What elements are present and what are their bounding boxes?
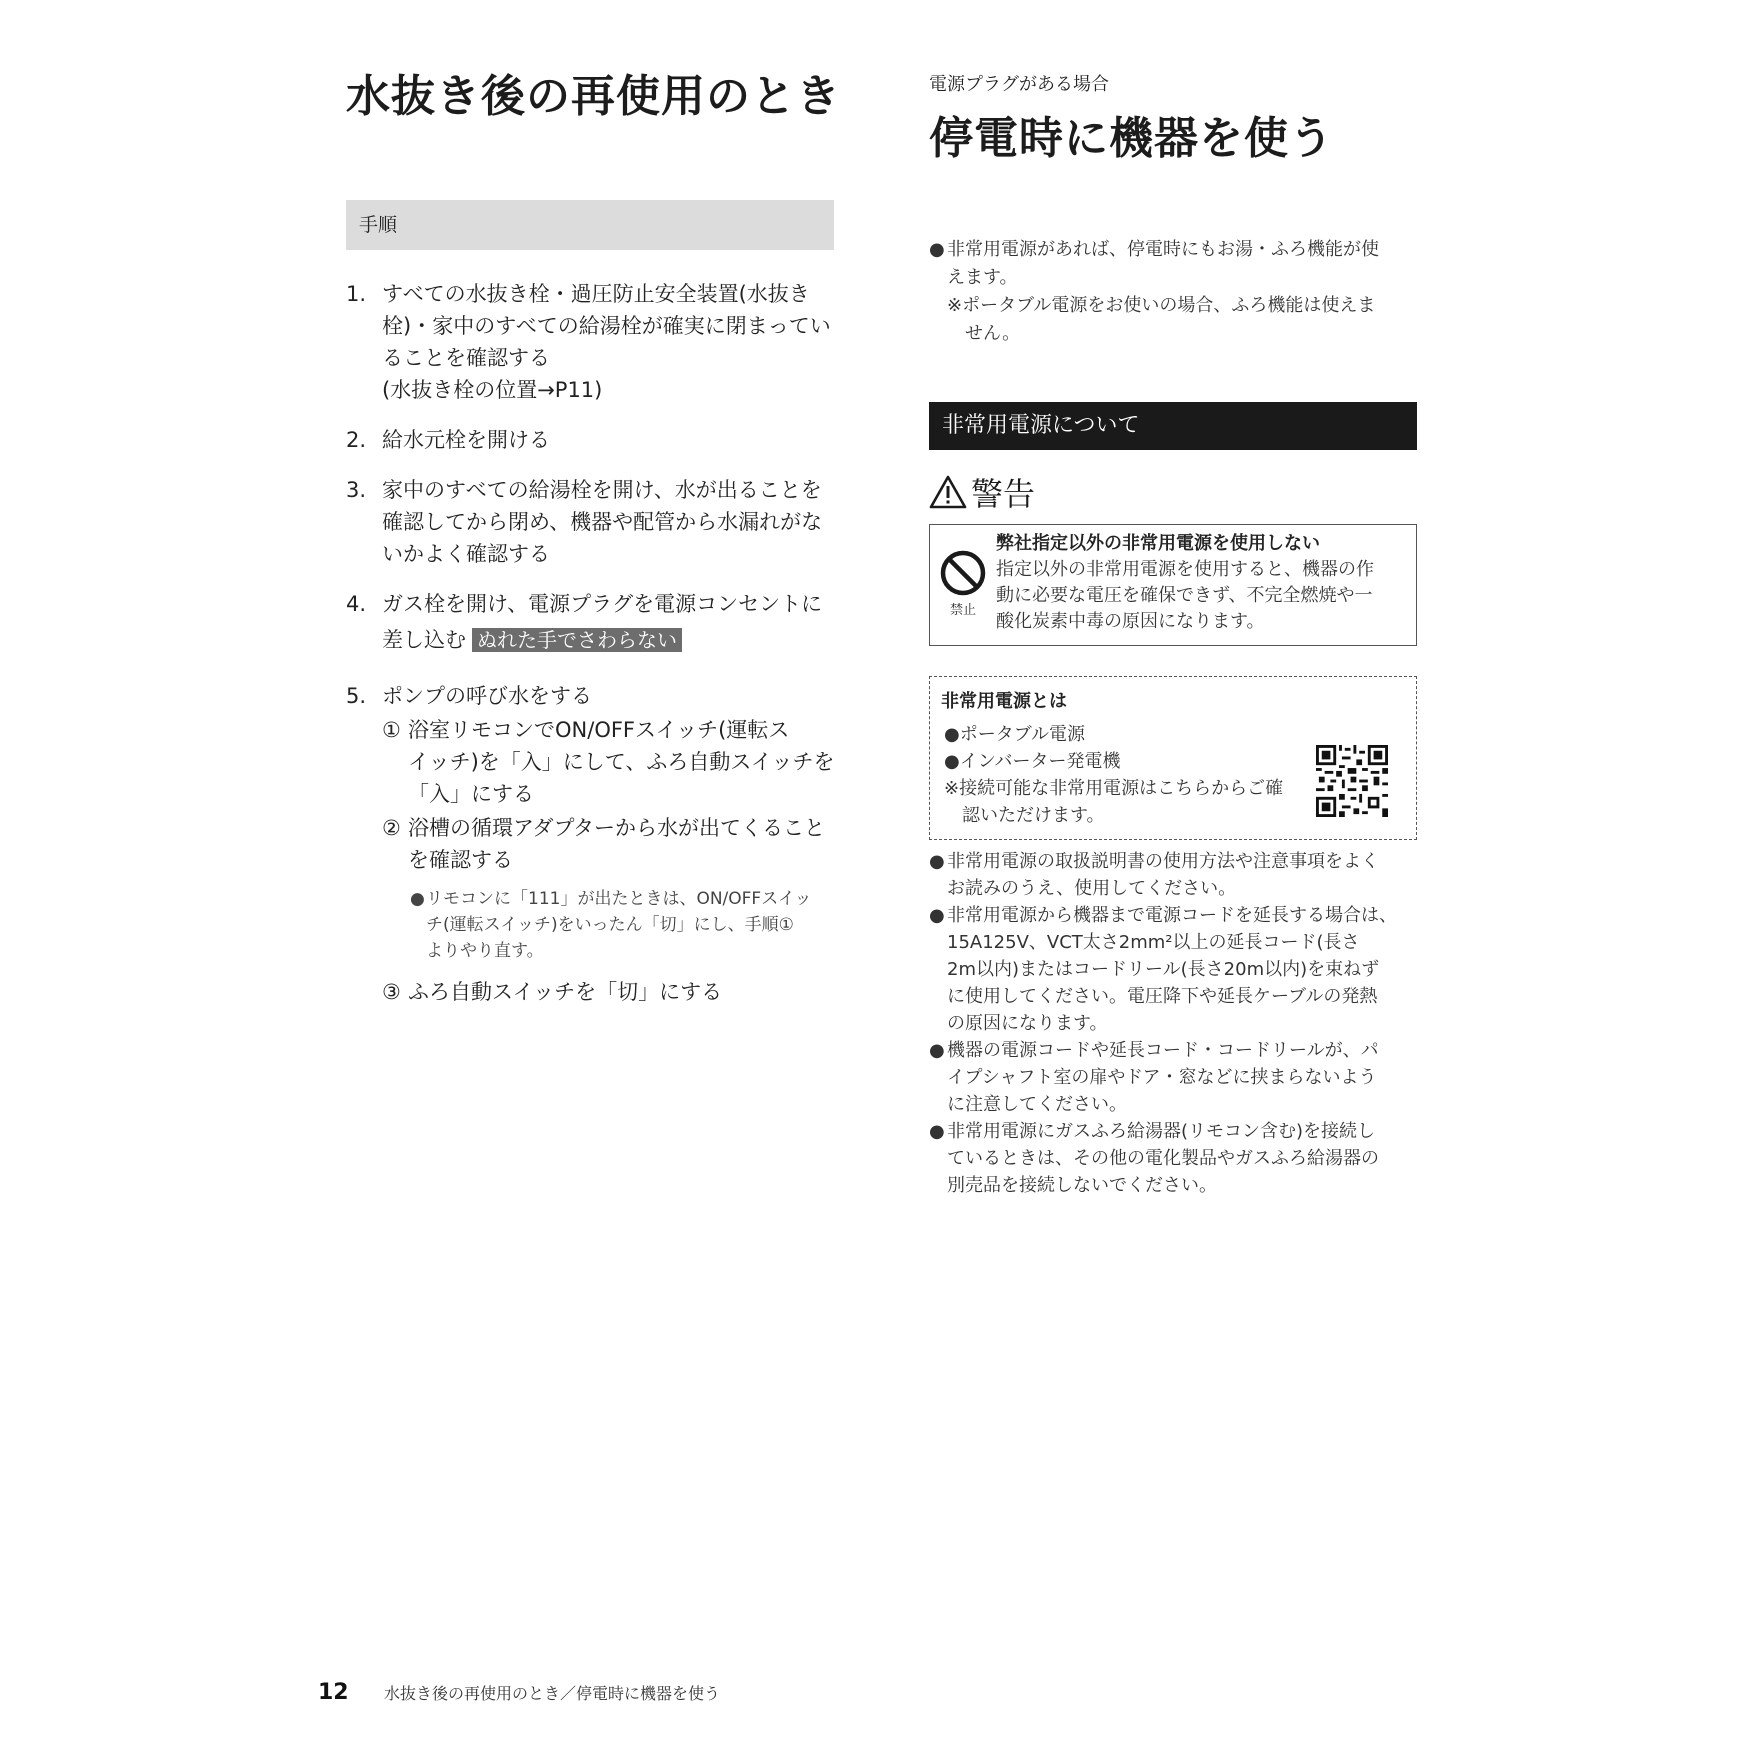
note-text: の原因になります。: [947, 1013, 1108, 1034]
step-number: 4.: [346, 592, 367, 616]
qr-code-icon[interactable]: [1316, 745, 1388, 817]
note-text: 別売品を接続しないでください。: [947, 1175, 1217, 1196]
list-item: [929, 1118, 1417, 1199]
note-text: 非常用電源にガスふろ給湯器(リモコン含む)を接続し: [947, 1121, 1376, 1142]
bullet-icon: ●: [929, 239, 945, 260]
step-number: 3.: [346, 478, 367, 502]
step-text: 差し込む: [382, 628, 466, 652]
note-text: リモコンに「111」が出たときは、ON/OFFスイッ: [426, 889, 812, 909]
substep-text: 「入」にする: [408, 782, 534, 806]
warning-heading: [929, 470, 1417, 514]
list-item: [929, 848, 1417, 902]
prohibited-icon: [939, 549, 987, 597]
intro-note-text: ※ポータブル電源をお使いの場合、ふろ機能は使えま: [947, 295, 1376, 316]
step-list: [346, 278, 834, 1008]
note-text: よりやり直す。: [426, 941, 544, 961]
page-title-left: 水抜き後の再使用のとき: [346, 71, 841, 122]
step-text: すべての水抜き栓・過圧防止安全装置(水抜き: [382, 282, 810, 306]
list-item: [929, 902, 1417, 1037]
procedure-header: 手順: [346, 200, 834, 250]
bullet-icon: ●: [929, 851, 945, 872]
warning-title: 弊社指定以外の非常用電源を使用しない: [996, 533, 1320, 554]
note-text: チ(運転スイッチ)をいったん「切」にし、手順①: [426, 915, 794, 935]
info-box-title: 非常用電源とは: [941, 691, 1067, 712]
substep-text: 浴室リモコンでON/OFFスイッチ(運転ス: [408, 718, 790, 742]
step-number: 2.: [346, 428, 367, 452]
step-text: 栓)・家中のすべての給湯栓が確実に閉まってい: [382, 314, 831, 338]
step-4: [346, 588, 834, 656]
intro-text: 非常用電源があれば、停電時にもお湯・ふろ機能が使: [947, 239, 1379, 260]
step-3: [346, 474, 834, 570]
step-5: [346, 680, 834, 1008]
step-text: (水抜き栓の位置→P11): [382, 378, 603, 402]
bullet-icon: ●: [929, 905, 945, 926]
step-1: [346, 278, 834, 406]
page-footer: [318, 1680, 720, 1705]
step-text: 確認してから閉め、機器や配管から水漏れがな: [382, 510, 823, 534]
warning-text: 指定以外の非常用電源を使用すると、機器の作: [996, 559, 1374, 580]
right-column: [929, 70, 1417, 1199]
substep-text: を確認する: [408, 848, 513, 872]
substep-number: ②: [382, 816, 401, 840]
warning-text: 動に必要な電圧を確保できず、不完全燃焼や一: [996, 585, 1373, 606]
step-text: ることを確認する: [382, 346, 550, 370]
substep-text: イッチ)を「入」にして、ふろ自動スイッチを: [408, 750, 835, 774]
info-note: ※接続可能な非常用電源はこちらからご確: [944, 778, 1284, 799]
step-text: 家中のすべての給湯栓を開け、水が出ることを: [382, 478, 822, 502]
page-title-right: 停電時に機器を使う: [929, 113, 1334, 164]
note-text: に使用してください。電圧降下や延長ケーブルの発熱: [947, 986, 1378, 1007]
substep-text: 浴槽の循環アダプターから水が出てくること: [408, 816, 826, 840]
step-number: 5.: [346, 684, 367, 708]
bullet-icon: ●: [929, 1040, 945, 1061]
step-text: いかよく確認する: [382, 542, 550, 566]
substep-1: [382, 714, 835, 810]
intro-note-text: せん。: [965, 323, 1021, 344]
note-text: お読みのうえ、使用してください。: [947, 878, 1237, 899]
note-text: 15A125V、VCT太さ2mm²以上の延長コード(長さ: [947, 932, 1360, 953]
note-text: イプシャフト室の扉やドア・窓などに挟まらないよう: [947, 1067, 1377, 1088]
note-text: 非常用電源の取扱説明書の使用方法や注意事項をよく: [947, 851, 1379, 872]
prohibited-label: 禁止: [949, 603, 976, 618]
warning-triangle-icon: [929, 474, 967, 510]
bullet-icon: ●: [929, 1121, 945, 1142]
left-column: [346, 60, 841, 1026]
bullet-icon: ●: [410, 889, 425, 909]
step-text: ガス栓を開け、電源プラグを電源コンセントに: [382, 592, 823, 616]
info-box: [929, 676, 1417, 840]
substep-note: [410, 886, 835, 964]
warning-text: 酸化炭素中毒の原因になります。: [996, 611, 1265, 632]
warning-box: [929, 524, 1417, 646]
page-supertitle: 電源プラグがある場合: [929, 74, 1109, 95]
footer-text: 水抜き後の再使用のとき／停電時に機器を使う: [384, 1684, 721, 1703]
info-item: ●ポータブル電源: [944, 724, 1085, 745]
note-text: 2m以内)またはコードリール(長さ20m以内)を束ねず: [947, 959, 1380, 980]
info-item: ●インバーター発電機: [944, 751, 1121, 772]
warning-label: 警告: [971, 475, 1036, 513]
info-note: 認いただけます。: [944, 805, 1105, 826]
step-text: ポンプの呼び水をする: [382, 684, 592, 708]
substep-text: ふろ自動スイッチを「切」にする: [408, 980, 723, 1004]
note-text: 非常用電源から機器まで電源コードを延長する場合は、: [947, 905, 1397, 926]
step-number: 1.: [346, 282, 367, 306]
note-text: ているときは、その他の電化製品やガスふろ給湯器の: [947, 1148, 1379, 1169]
substep-3: [382, 976, 835, 1008]
notes-list: [929, 848, 1417, 1199]
note-text: に注意してください。: [947, 1094, 1127, 1115]
caution-badge: ぬれた手でさわらない: [472, 628, 682, 652]
step-2: [346, 424, 834, 456]
section-header: 非常用電源について: [929, 402, 1417, 450]
intro-section: [929, 236, 1417, 348]
step-text: 給水元栓を開ける: [382, 428, 550, 452]
substep-number: ③: [382, 980, 401, 1004]
page-number: 12: [318, 1680, 349, 1705]
substep-number: ①: [382, 718, 401, 742]
note-text: 機器の電源コードや延長コード・コードリールが、パ: [947, 1040, 1379, 1061]
list-item: [929, 1037, 1417, 1118]
intro-text: えます。: [947, 267, 1018, 288]
substep-2: [382, 812, 835, 876]
